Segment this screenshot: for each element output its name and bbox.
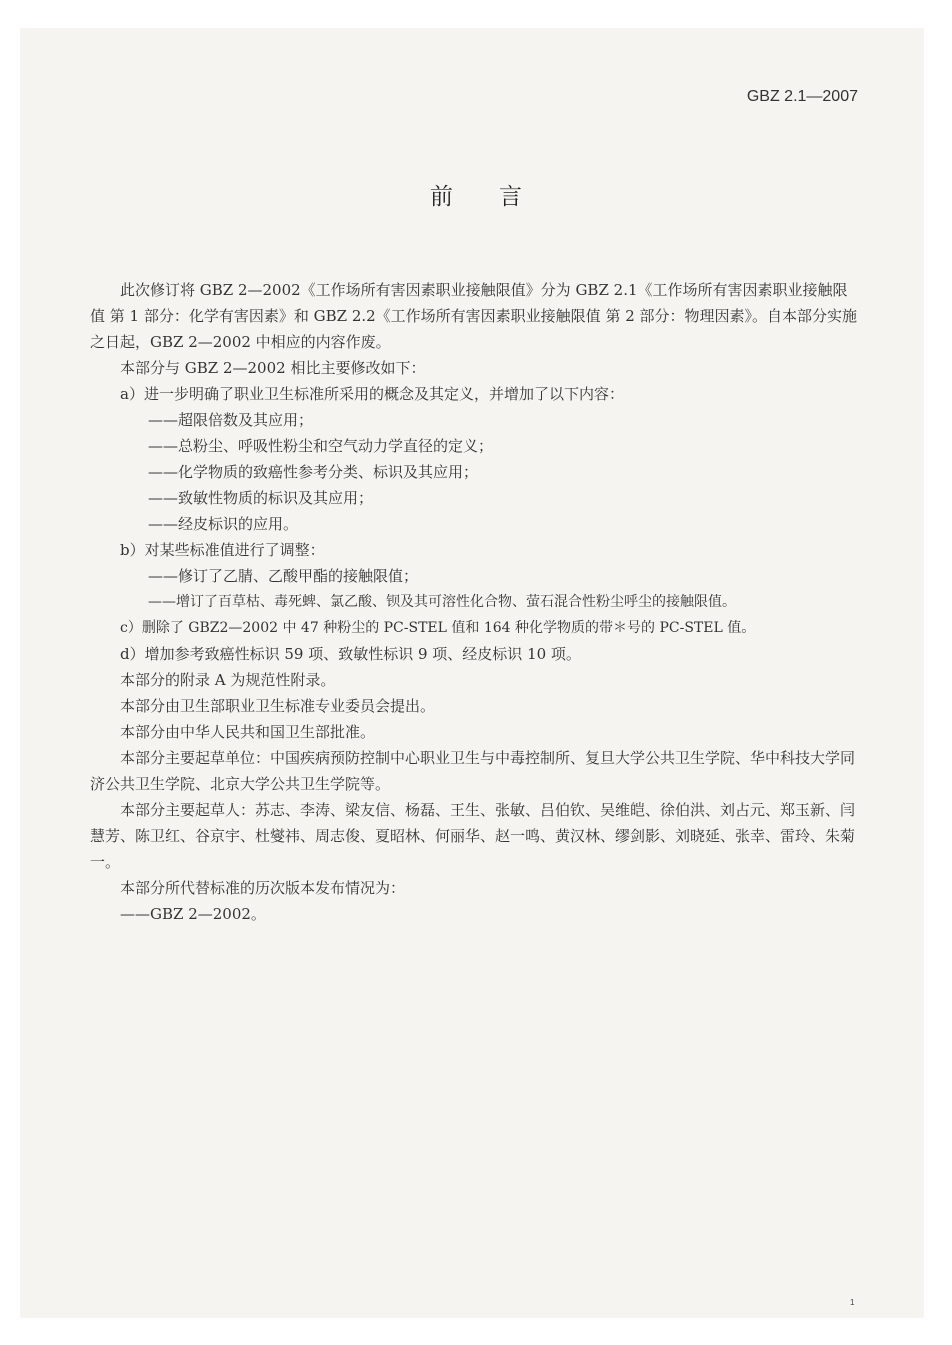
list-item-a: a）进一步明确了职业卫生标准所采用的概念及其定义，并增加了以下内容： bbox=[120, 385, 624, 403]
paragraph-appendix: 本部分的附录 A 为规范性附录。 bbox=[120, 671, 336, 689]
paragraph-drafters: 本部分主要起草人：苏志、李涛、梁友信、杨磊、王生、张敏、吕伯钦、吴维皑、徐伯洪、刘占元、郑玉新、闫慧芳、陈卫红、谷京宇、杜燮祎、周志俊、夏昭林、何丽华、赵一鸣、黄汉林、缪剑影、刘晓延、张幸、雷玲、朱菊一。 bbox=[90, 801, 856, 871]
paragraph-history-heading: 本部分所代替标准的历次版本发布情况为： bbox=[120, 879, 406, 897]
paragraph-changes-heading: 本部分与 GBZ 2—2002 相比主要修改如下： bbox=[120, 359, 426, 377]
list-subitem: ——修订了乙腈、乙酸甲酯的接触限值； bbox=[148, 567, 419, 585]
paragraph-proposed-by: 本部分由卫生部职业卫生标准专业委员会提出。 bbox=[120, 697, 436, 715]
paragraph-approved-by: 本部分由中华人民共和国卫生部批准。 bbox=[120, 723, 376, 741]
page-title: 前言 bbox=[430, 184, 568, 210]
paragraph-drafting-units: 本部分主要起草单位：中国疾病预防控制中心职业卫生与中毒控制所、复旦大学公共卫生学院、华中科技大学同济公共卫生学院、北京大学公共卫生学院等。 bbox=[90, 749, 856, 793]
page-number: 1 bbox=[850, 1298, 855, 1307]
list-subitem: ——增订了百草枯、毒死蜱、氯乙酸、钡及其可溶性化合物、萤石混合性粉尘呼尘的接触限值。 bbox=[148, 594, 736, 610]
list-item-c: c）删除了 GBZ2—2002 中 47 种粉尘的 PC-STEL 值和 164 种化学物质的带＊号的 PC-STEL 值。 bbox=[120, 620, 756, 636]
list-subitem: ——化学物质的致癌性参考分类、标识及其应用； bbox=[148, 463, 479, 481]
list-subitem: ——经皮标识的应用。 bbox=[148, 515, 299, 533]
list-subitem: ——致敏性物质的标识及其应用； bbox=[148, 489, 374, 507]
standard-code: GBZ 2.1—2007 bbox=[746, 88, 858, 105]
list-subitem: ——总粉尘、呼吸性粉尘和空气动力学直径的定义； bbox=[148, 437, 494, 455]
list-subitem: ——超限倍数及其应用； bbox=[148, 411, 314, 429]
paragraph-intro: 此次修订将 GBZ 2—2002《工作场所有害因素职业接触限值》分为 GBZ 2.1《工作场所有害因素职业接触限值 第 1 部分：化学有害因素》和 GBZ 2.2《工作场所有害因素职业接触限值 第 2 部分：物理因素》。自本部分实施之日起，GBZ 2—2002 中相应的内容作废。 bbox=[90, 281, 858, 351]
list-item-b: b）对某些标准值进行了调整： bbox=[120, 541, 325, 559]
list-item-d: d）增加参考致癌性标识 59 项、致敏性标识 9 项、经皮标识 10 项。 bbox=[120, 645, 581, 663]
paragraph-history-item: ——GBZ 2—2002。 bbox=[120, 905, 266, 923]
document-body bbox=[90, 277, 862, 927]
